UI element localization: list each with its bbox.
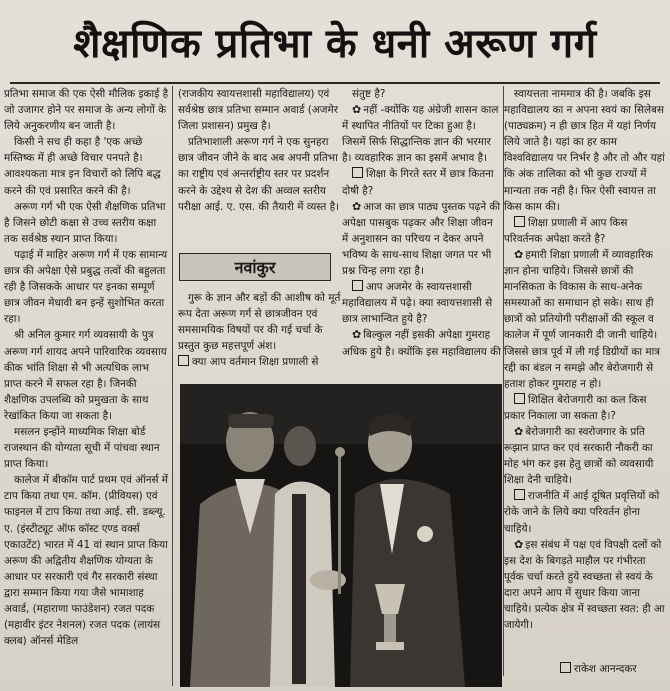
byline-box-icon [560, 662, 571, 673]
col1-para-0: प्रतिभा समाज की एक ऐसी मौलिक इकाई है जो उजागर होने पर समाज के अन्य लोगों के लिये अनुकरणीय बन जाती है। [4, 88, 169, 133]
col4-answer-4 [504, 424, 666, 488]
col4-text-4: बेरोजगारी का स्वरोजगार के प्रति रूझान प्राप्त कर एवं सरकारी नौकरी का मोह भंग कर इस हेतु छात्रों को व्यवसायी शिक्षा देनी चाहिये। [504, 425, 654, 487]
column-1 [4, 86, 169, 649]
col3-text-1: नहीं -क्योंकि यह अंग्रेजी शासन काल में स्थापित नीतियों पर टिका हुआ है। जिसमें सिर्फ सिद्धान्तिक ज्ञान की भरमार है। व्यवहारिक ज्ञान का इसमें अभाव है। [342, 104, 499, 165]
answer-flower-icon: ✿ [514, 537, 524, 551]
col3-para-0 [342, 86, 502, 102]
col4-text-3: शिक्षित बेरोजगारी का कल किस प्रकार निकाला जा सकता है।? [504, 393, 647, 422]
col4-para-0 [504, 86, 666, 215]
column-3 [342, 86, 502, 360]
col3-text-3: आज का छात्र पाठ्य पुस्तक पढ़ने की अपेक्षा पासबुक पढ़कर और शिक्षा जीवन में अनुशासन का परिचय न देकर अपने भविष्य के साथ-साथ शिक्षा जगत पर भी प्रश्न चिन्ह लगा रहा है। [342, 200, 501, 278]
col4-answer-2 [504, 247, 666, 392]
col1-para-5: मसलन इन्होंने माध्यमिक शिक्षा बोर्ड राजस्थान की योग्यता सूची में पांचवा स्थान प्राप्त किया। [4, 425, 160, 471]
section-label-nawankur: नवांकुर [179, 253, 331, 281]
col4-text-6: इस संबंध में पक्ष एवं विपक्षी दलों को इस देश के बिगड़ते माहौल पर गंभीरता पूर्वक चर्चा करते हुये स्वच्छता से स्वयं के दारा अपने आप में सुधार किया जाना चाहिये। प्रत्येक क्षेत्र में स्वच्छता स्वत: ही आ जायेगी। [504, 538, 665, 632]
answer-flower-icon: ✿ [514, 247, 524, 261]
col3-question-2 [342, 166, 502, 198]
interview-intro: गुरू के ज्ञान और बड़ों की आशीष को मूर्त रूप देता अरूण गर्ग से छात्रजीवन एवं समसामयिक विषयों पर की गई चर्चा के प्रस्तुत कुछ महत्तपूर्ण अंश। [178, 292, 341, 352]
col1-para-2: अरूण गर्ग भी एक ऐसी शैक्षणिक प्रतिभा है जिसने छोटी कक्षा से उच्च स्तरीय कक्षा तक सर्वश्रेष्ठ स्थान प्राप्त किया। [4, 200, 166, 245]
col1-para-3: पढ़ाई में माहिर अरूण गर्ग में एक सामान्य छात्र की अपेक्षा ऐसे प्रबुद्ध तत्वों की बहुलता रही है जिसकके आधार पर इनका सम्पूर्ण छात्र जीवन मेधावी बन इन्हें सुशोभित करता रहा। [4, 248, 168, 326]
col4-text-0: स्वायत्तता नाममात्र की है। जबकि इस महाविद्यालय का न अपना स्वयं का सिलेबस (पाठ्यक्रम) न ही छात्र हित में यहां निर्णय लिये जाते है। यहां का हर काम विश्वविद्यालय पर निर्भर है और तो और यहां कि अंक तालिका को भी कुछ राज्यों में मान्यता तक नही है। फिर ऐसी स्वायत्त ता किस काम की। [504, 88, 665, 213]
col4-question-3 [504, 392, 666, 424]
question-box-icon [352, 167, 363, 178]
col4-question-5 [504, 488, 666, 536]
col3-text-4: आप अजमेर के स्वायत्तशासी महाविद्यालय में पढ़े। क्या स्वायत्तशासी से छात्र लाभान्वित हुये है? [342, 281, 493, 326]
question-box-icon [514, 393, 525, 404]
column-4 [504, 86, 666, 633]
question-box-icon [352, 280, 363, 291]
col4-answer-6 [504, 537, 666, 634]
col1-para-6: कालेज में बीकॉम पार्ट प्रथम एवं ऑनर्स में टाप किया तथा एम. कॉम. (प्रीवियस) एवं फाइनल में टाप किया तथा आई. सी. डब्ल्यू. ए. (इंस्टीट्यूट ऑफ कॉस्ट एण्ड वर्क्स एकाउटेंट) भारत में 41 वां स्थान प्राप्त किया अरूण की अद्वितीय शैक्षणिक योग्यता के आधार पर सरकारी एवं गैर सरकारी संस्था द्वारा सम्मान किया गया जैसे भामाशाह अवार्ड, (महाराणा फाउंडेशन) रजत पदक (महावीर इंटर नेशनल) रजत पदक (लायंस क्लब) ऑनर्स मेडिल [4, 474, 169, 648]
question-box-icon [514, 489, 525, 500]
col3-answer-1 [342, 102, 502, 166]
byline-text: राकेश आनन्दकर [574, 663, 637, 675]
col3-answer-5 [342, 327, 502, 359]
question-box-icon [178, 355, 189, 366]
col4-text-2: हमारी शिक्षा प्रणाली में व्यावहारिक ज्ञान होना चाहिये। जिससे छात्रों की मानसिकता के विकास के साथ-अनेक समस्याओं का समाधान हो सके। साथ ही छात्रों को प्रतियोगी परीक्षाओं की स्कूल व कालेज में पूर्ण जानकारी दी जानी चाहिये। जिससे छात्र पूर्व में ली गई डिग्रीयों का मात्र रद्दी का बंडल न समझे और बेरोजगारी से हताश होकर गुमराह न हो। [504, 248, 660, 390]
answer-flower-icon: ✿ [352, 328, 362, 342]
col3-text-2: शिक्षा के गिरते स्तर में छात्र कितना दोषी है? [342, 168, 494, 197]
column-2-top [178, 86, 342, 215]
col2-para-2: प्रतिभाशाली अरूण गर्ग ने एक सुनहरा छात्र जीवन जीने के बाद अब अपनी प्रतिभा का राष्ट्रीय एवं अन्तर्राष्ट्रीय स्तर पर प्रदर्शन करने के उद्देश्य से देश की अव्वल स्तरीय परीक्षा आई. ए. एस. की तैयारी में व्यस्त है। [178, 136, 340, 213]
answer-flower-icon: ✿ [352, 103, 362, 117]
col4-text-5: राजनीति में आई दूषित प्रवृत्तियों को रोके जाने के लिये क्या परिवर्तन होना चाहिये। [504, 490, 660, 535]
col3-answer-3 [342, 199, 502, 279]
answer-flower-icon: ✿ [514, 424, 524, 438]
col1-para-1: किसी ने सच ही कहा है 'एक अच्छे मस्तिष्क में ही अच्छे विचार पनपते है। आवश्यकता मात्र इन विचारों को लिपि बद्ध करने की एवं प्रसारित करने की है। [4, 136, 161, 197]
col3-text-0: संतुष्ट है? [352, 88, 386, 100]
question-1: क्या आप वर्तमान शिक्षा प्रणाली से [192, 356, 319, 368]
col3-question-4 [342, 279, 502, 327]
col3-text-5: बिल्कुल नहीं इसकी अपेक्षा गुमराह अधिक हुये है। क्योंकि इस महाविद्यालय की [342, 329, 501, 358]
column-divider-1 [172, 86, 173, 686]
col2-para-1: (राजकीय स्वायत्तशासी महाविद्यालय) एवं सर्वश्रेष्ठ छात्र प्रतिभा सम्मान अवार्ड (अजमेर जिला प्रशासन) प्रमुख है। [178, 88, 338, 133]
column-2-intro [178, 290, 342, 370]
byline [560, 662, 637, 676]
headline-rule [10, 82, 660, 84]
award-ceremony-photo [180, 384, 502, 687]
question-box-icon [514, 216, 525, 227]
col1-para-4: श्री अनिल कुमार गर्ग व्यवसायी के पुत्र अरूण गर्ग शायद अपने पारिवारिक व्यवसाय कीक भांति शिक्षा से भी अत्यधिक लाभ प्राप्त करने में सफल रहा है। जिनकी शैक्षणिक उपलब्धि को प्रमुखता के साथ रेखांकित किया जा सकता है। [4, 329, 167, 422]
headline: शैक्षणिक प्रतिभा के धनी अरूण गर्ग [73, 20, 597, 67]
answer-flower-icon: ✿ [352, 199, 362, 213]
col4-question-1 [504, 215, 666, 247]
col4-text-1: शिक्षा प्रणाली में आप किस परिवर्तनक अपेक्षा करते है? [504, 216, 628, 245]
